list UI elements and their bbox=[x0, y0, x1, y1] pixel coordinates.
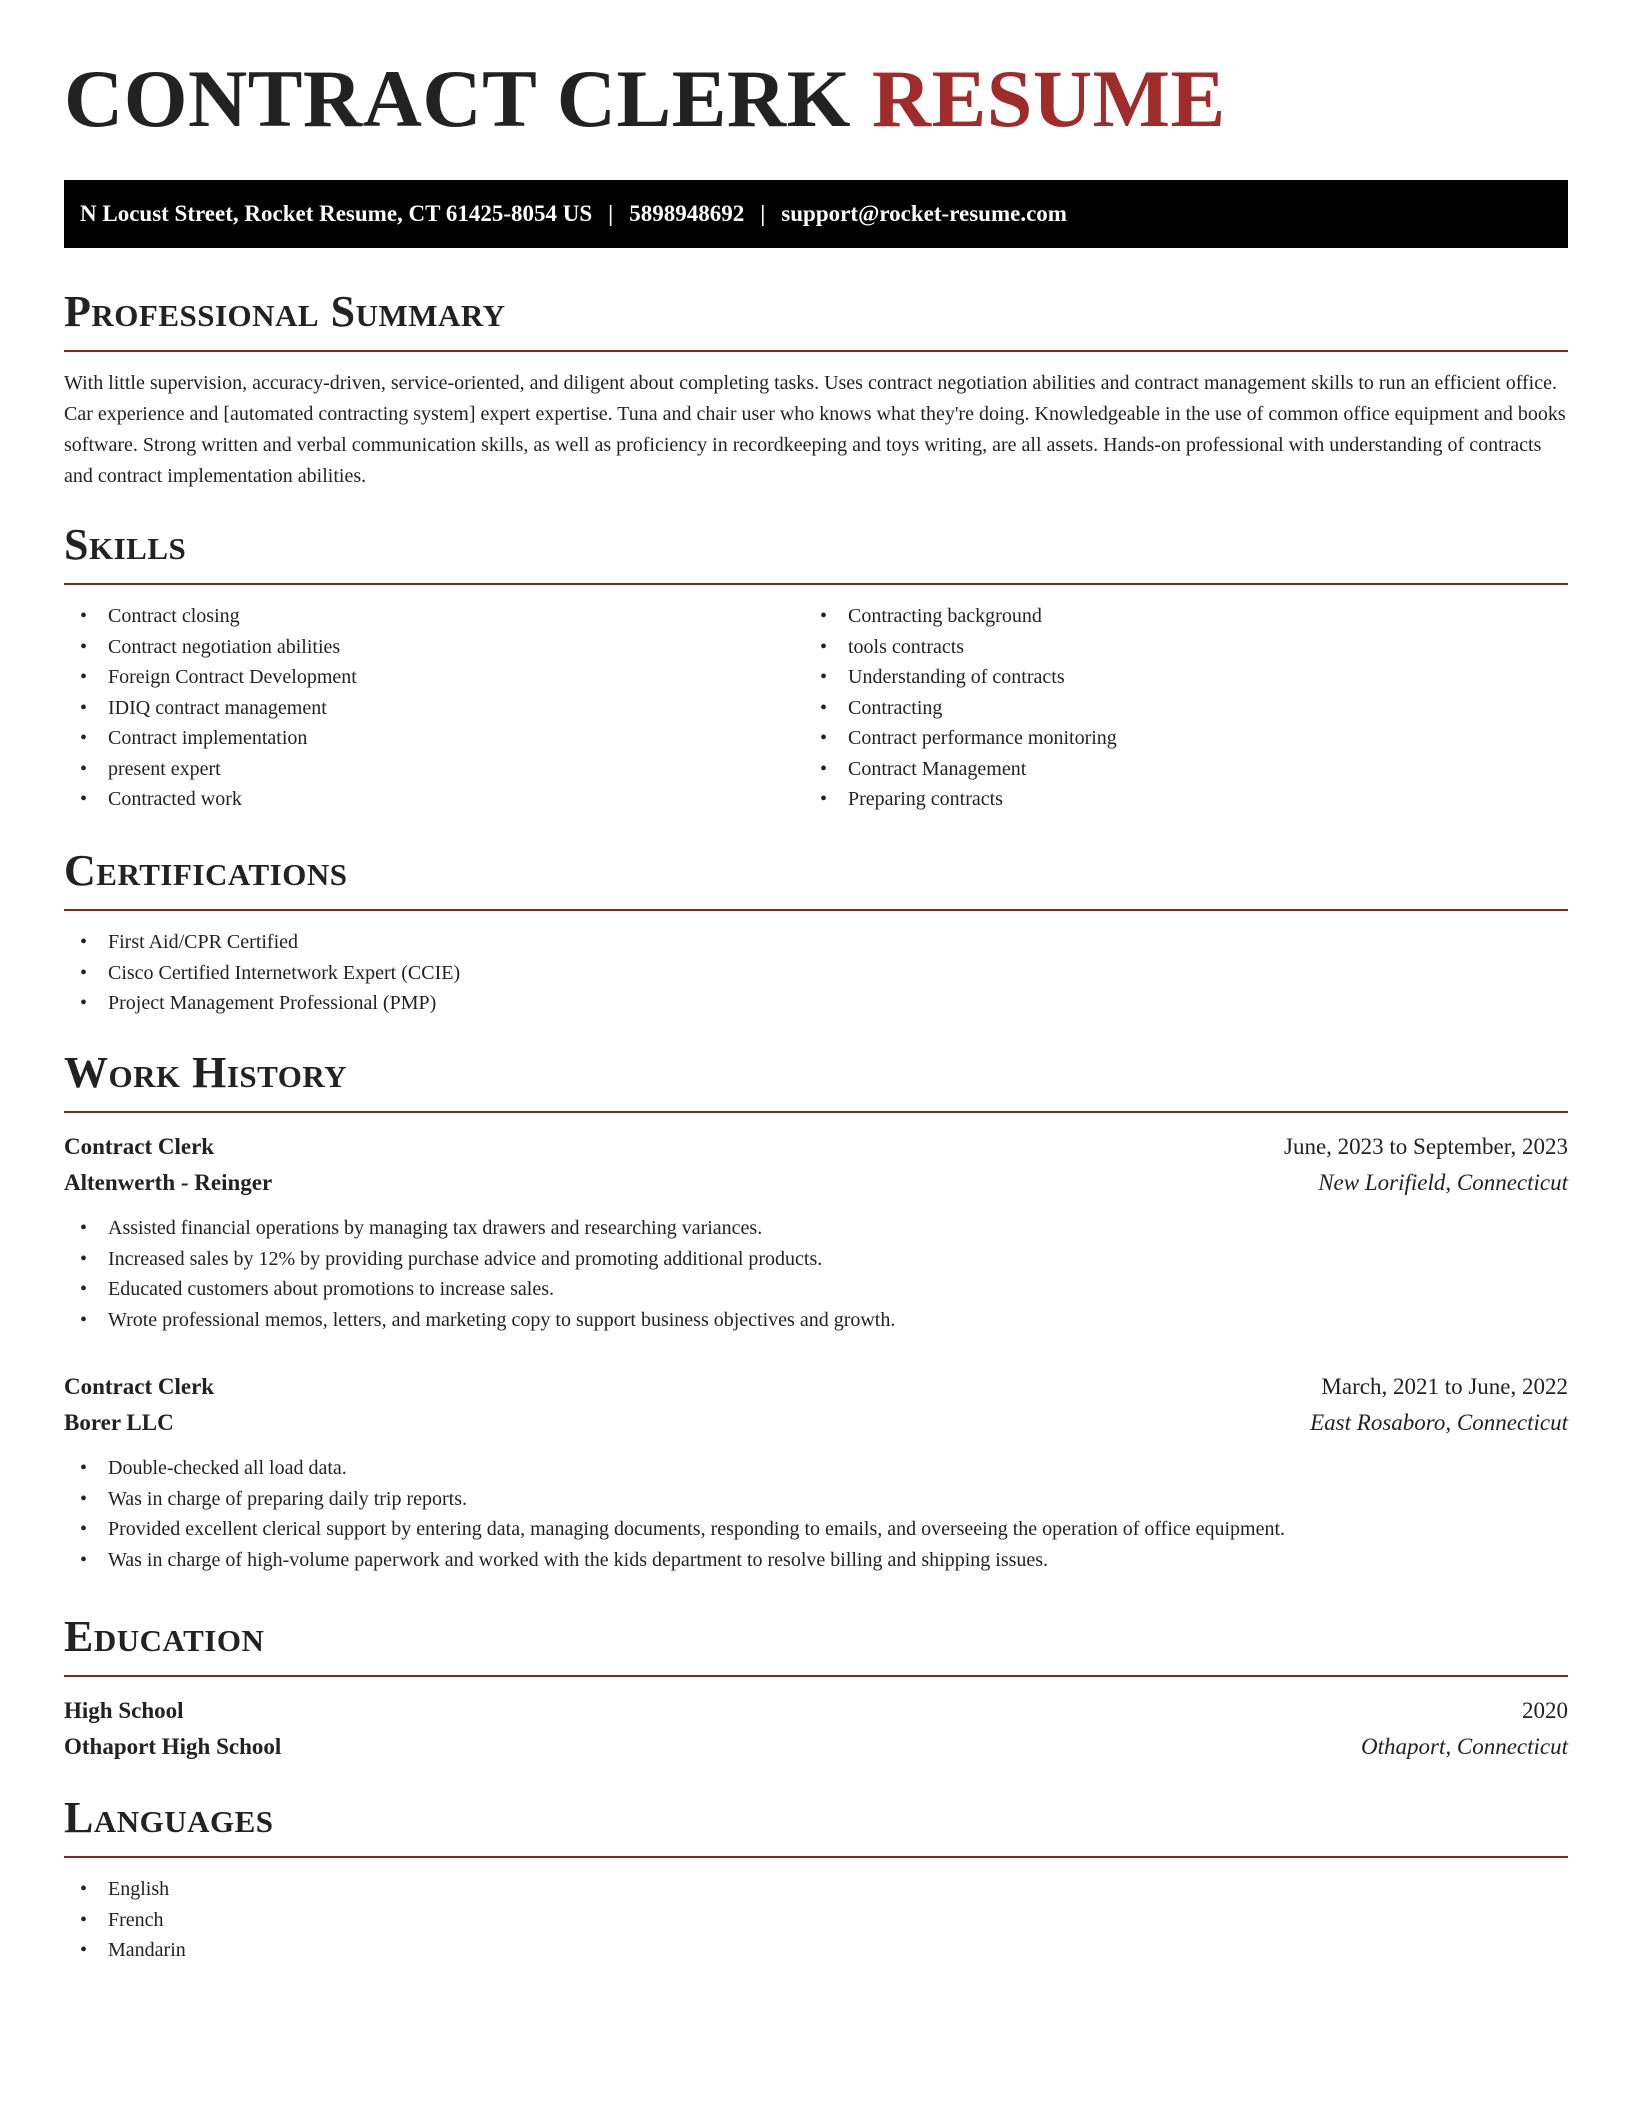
job-company: Borer LLC bbox=[64, 1410, 174, 1435]
job-dates: March, 2021 to June, 2022 bbox=[1321, 1374, 1568, 1399]
summary-text: With little supervision, accuracy-driven, service-oriented, and diligent about completing tasks. Uses contract negotiation abilities and contract management skills to run an efficient office. Car experience and [automated contracting system] expert expertise. Tuna and chair user who knows what they're doing. Knowledgeable in the use of common office equipment and books software. Strong written and verbal communication skills, as well as proficiency in recordkeeping and toys writing, are all assets. Hands-on professional with understanding of contracts and contract implementation abilities. bbox=[64, 372, 1566, 487]
certification-item: • Cisco Certified Internetwork Expert (CCIE) bbox=[64, 958, 1568, 989]
resume-page bbox=[64, 53, 1568, 1961]
skills-list-left bbox=[64, 601, 804, 815]
title-main: CONTRACT CLERK bbox=[64, 53, 851, 144]
job-location: East Rosaboro, Connecticut bbox=[1310, 1410, 1568, 1435]
contact-separator: | bbox=[608, 201, 614, 226]
title-accent: RESUME bbox=[871, 53, 1226, 144]
work-history-section bbox=[64, 1048, 1568, 1575]
skill-item: • Contract implementation bbox=[64, 723, 804, 754]
job-company: Altenwerth - Reinger bbox=[64, 1170, 273, 1195]
job-entry bbox=[64, 1129, 1568, 1335]
job-bullet: • Was in charge of high-volume paperwork and worked with the kids department to resolve billing and shipping issues. bbox=[64, 1545, 1568, 1576]
skill-item: • Contract performance monitoring bbox=[804, 723, 1544, 754]
skill-item: • Contract closing bbox=[64, 601, 804, 632]
job-bullets bbox=[64, 1213, 1568, 1335]
skill-item: • present expert bbox=[64, 754, 804, 785]
skills-section bbox=[64, 520, 1568, 815]
job-bullet: • Provided excellent clerical support by entering data, managing documents, responding to emails, and overseeing the operation of office equipment. bbox=[64, 1514, 1568, 1545]
job-bullet: • Was in charge of preparing daily trip reports. bbox=[64, 1484, 1568, 1515]
education-school: Othaport High School bbox=[64, 1734, 282, 1759]
certification-item: • First Aid/CPR Certified bbox=[64, 927, 1568, 958]
contact-address: N Locust Street, Rocket Resume, CT 61425-8054 US bbox=[80, 201, 593, 226]
certifications-list bbox=[64, 927, 1568, 1019]
skill-item: • IDIQ contract management bbox=[64, 693, 804, 724]
certifications-section bbox=[64, 846, 1568, 1019]
job-title: Contract Clerk bbox=[64, 1374, 215, 1399]
job-bullet: • Double-checked all load data. bbox=[64, 1453, 1568, 1484]
skill-item: • Contract Management bbox=[804, 754, 1544, 785]
job-dates: June, 2023 to September, 2023 bbox=[1284, 1134, 1568, 1159]
job-bullet: • Assisted financial operations by managing tax drawers and researching variances. bbox=[64, 1213, 1568, 1244]
job-location: New Lorifield, Connecticut bbox=[1318, 1170, 1568, 1195]
resume-title bbox=[64, 53, 1568, 144]
certifications-heading: Certifications bbox=[64, 849, 1568, 911]
skill-item: • Preparing contracts bbox=[804, 784, 1544, 815]
skill-item: • Understanding of contracts bbox=[804, 662, 1544, 693]
contact-email[interactable]: support@rocket-resume.com bbox=[781, 201, 1067, 226]
skill-item: • Foreign Contract Development bbox=[64, 662, 804, 693]
skill-item: • Contracting background bbox=[804, 601, 1544, 632]
education-location: Othaport, Connecticut bbox=[1361, 1734, 1568, 1759]
skill-item: • Contracting bbox=[804, 693, 1544, 724]
language-item: • French bbox=[64, 1905, 1568, 1936]
skill-item: • Contract negotiation abilities bbox=[64, 632, 804, 663]
job-bullets bbox=[64, 1453, 1568, 1575]
contact-bar bbox=[64, 180, 1568, 248]
work-history-heading: Work History bbox=[64, 1051, 1568, 1113]
job-entry bbox=[64, 1369, 1568, 1575]
contact-separator: | bbox=[760, 201, 766, 226]
education-year: 2020 bbox=[1522, 1698, 1568, 1723]
education-heading: Education bbox=[64, 1615, 1568, 1677]
languages-list bbox=[64, 1874, 1568, 1966]
job-bullet: • Increased sales by 12% by providing purchase advice and promoting additional products. bbox=[64, 1244, 1568, 1275]
summary-section bbox=[64, 287, 1568, 492]
education-section bbox=[64, 1612, 1568, 1765]
skill-item: • Contracted work bbox=[64, 784, 804, 815]
education-degree: High School bbox=[64, 1698, 184, 1723]
job-bullet: • Educated customers about promotions to increase sales. bbox=[64, 1274, 1568, 1305]
language-item: • Mandarin bbox=[64, 1935, 1568, 1966]
contact-phone[interactable]: 5898948692 bbox=[629, 201, 745, 226]
languages-heading: Languages bbox=[64, 1796, 1568, 1858]
languages-section bbox=[64, 1793, 1568, 1966]
job-title: Contract Clerk bbox=[64, 1134, 215, 1159]
skill-item: • tools contracts bbox=[804, 632, 1544, 663]
summary-heading: Professional Summary bbox=[64, 290, 1568, 352]
certification-item: • Project Management Professional (PMP) bbox=[64, 988, 1568, 1019]
skills-list-right bbox=[804, 601, 1544, 815]
language-item: • English bbox=[64, 1874, 1568, 1905]
skills-heading: Skills bbox=[64, 523, 1568, 585]
job-bullet: • Wrote professional memos, letters, and marketing copy to support business objectives and growth. bbox=[64, 1305, 1568, 1336]
